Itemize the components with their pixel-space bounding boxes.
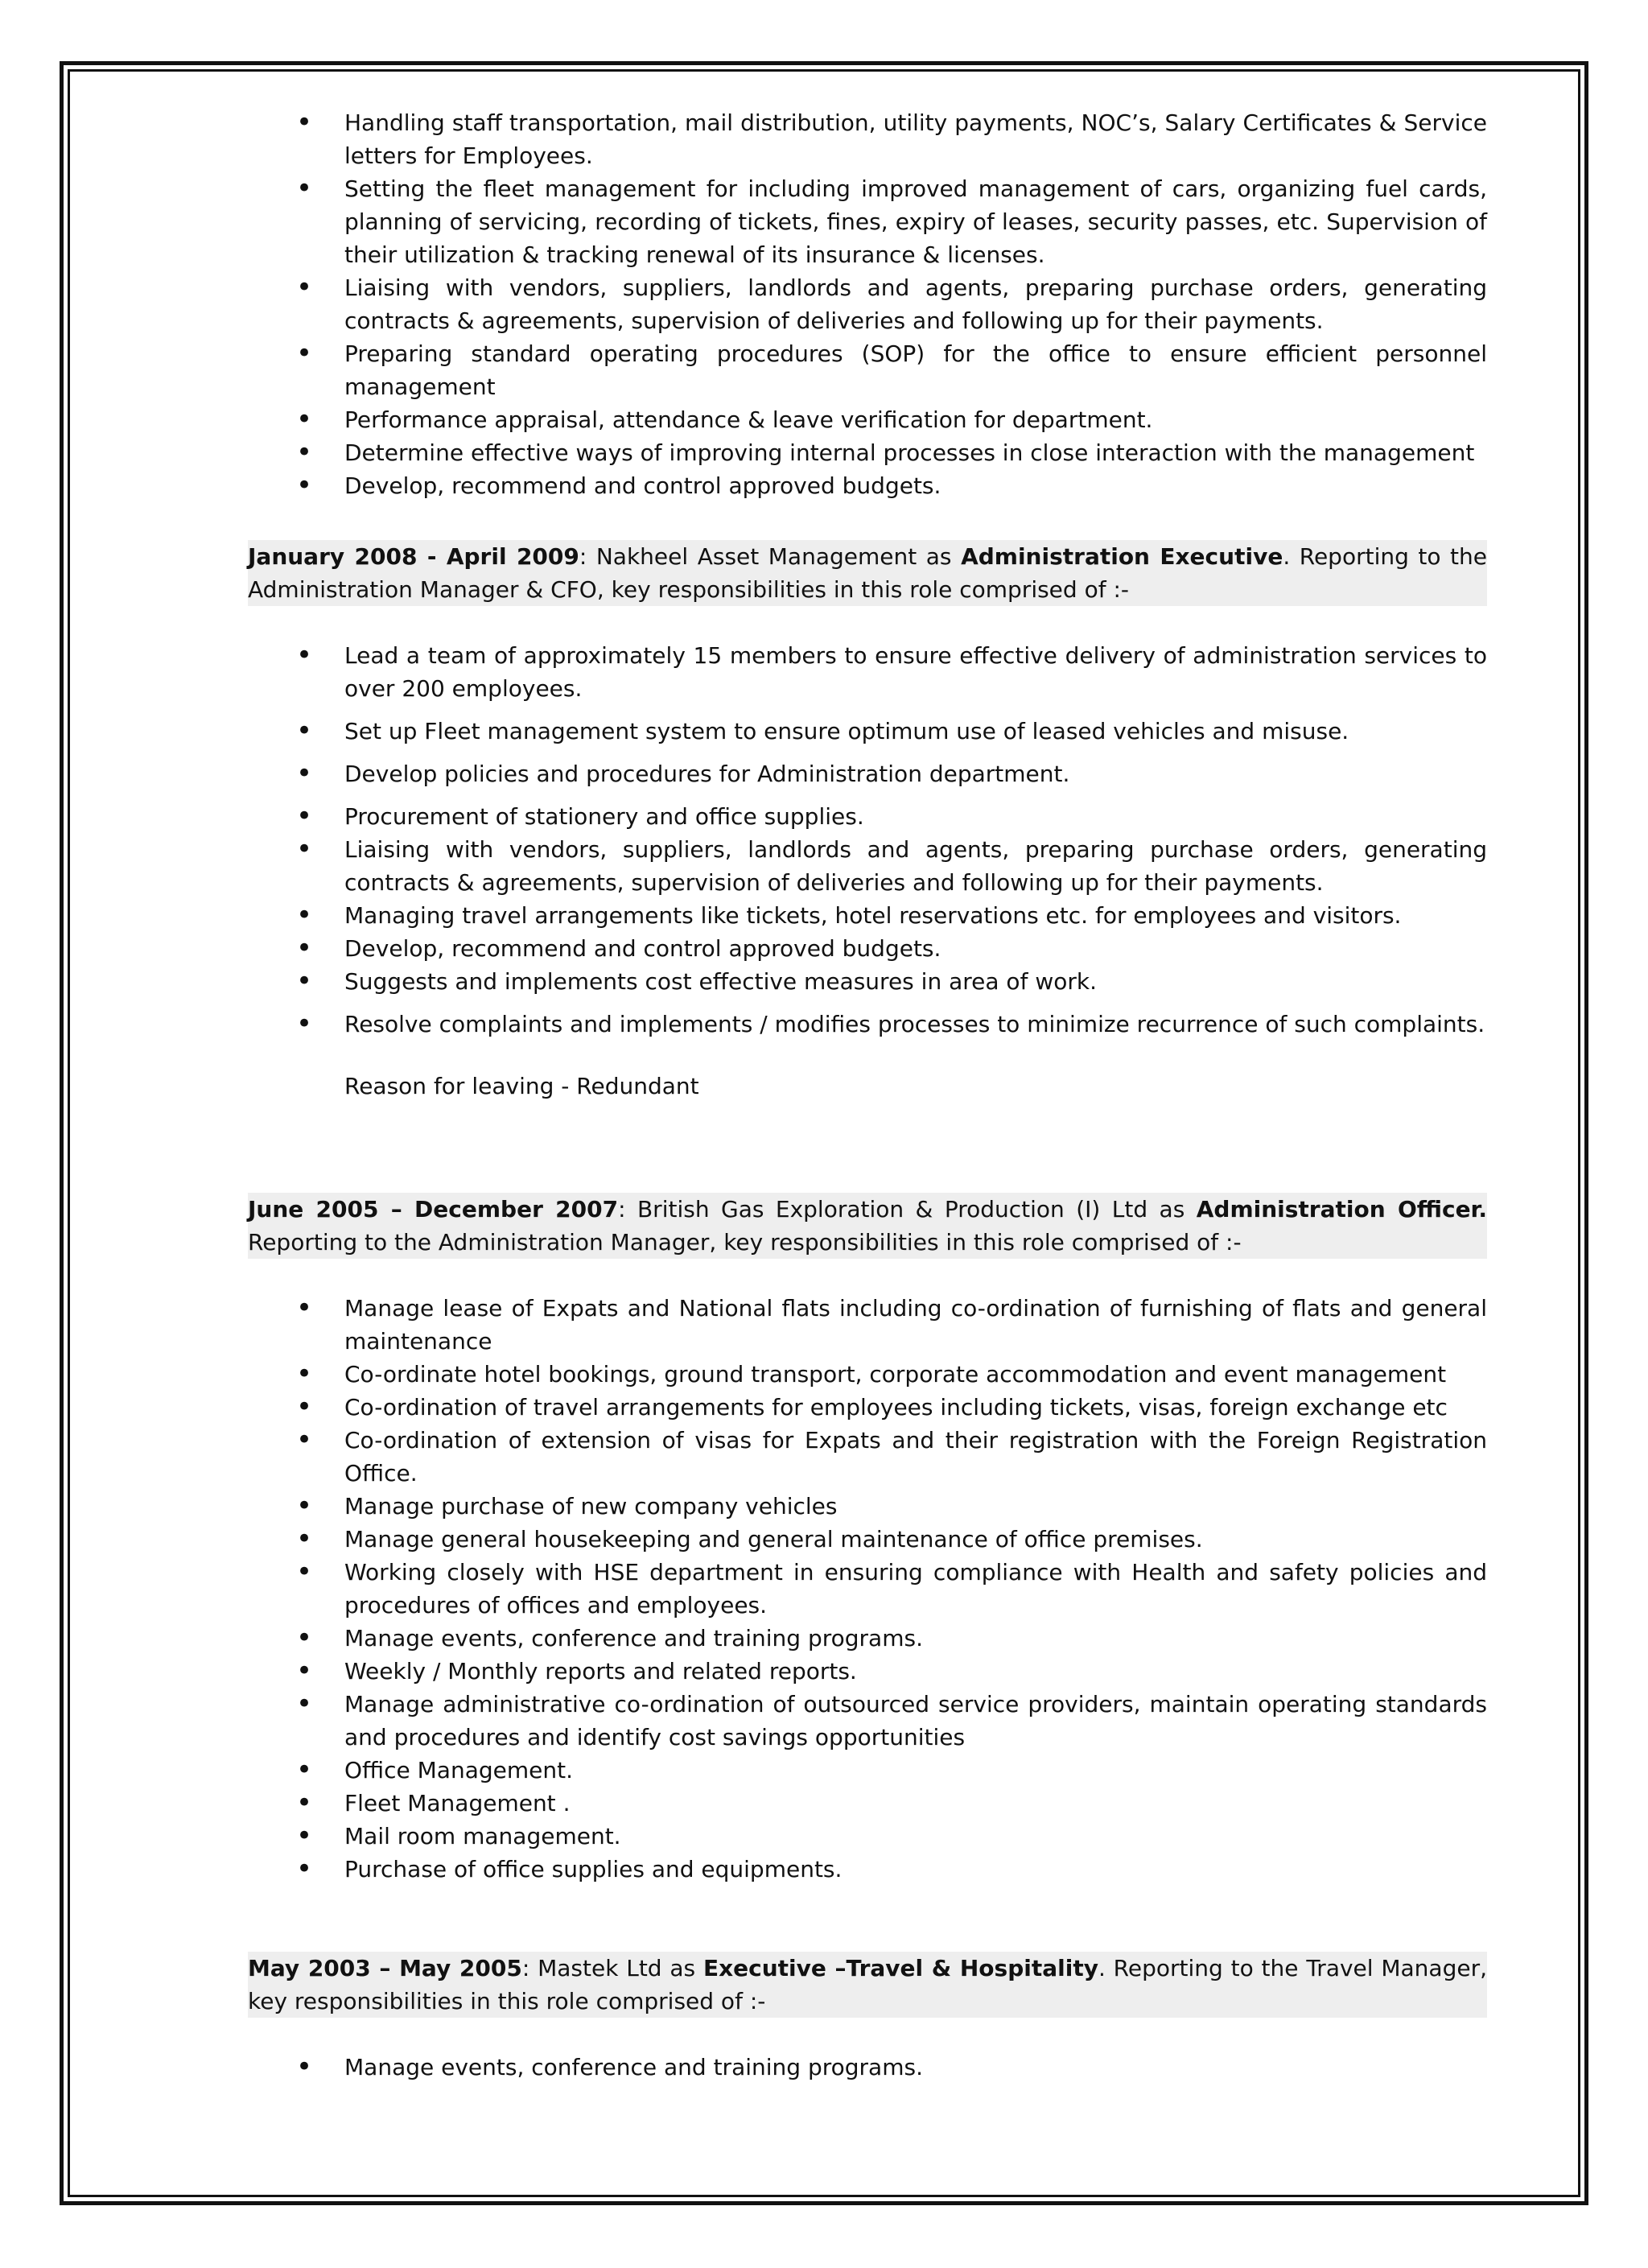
list-item: • Manage general housekeeping and general maintenance of office premises. <box>248 1523 1487 1556</box>
list-item: • Purchase of office supplies and equipments. <box>248 1853 1487 1886</box>
list-item: • Manage events, conference and training programs. <box>248 2051 1487 2084</box>
responsibilities-list <box>248 106 1487 502</box>
list-item: • Develop, recommend and control approved budgets. <box>248 469 1487 502</box>
list-item: • Handling staff transportation, mail distribution, utility payments, NOC’s, Salary Certificates & Service letters for Employees. <box>248 106 1487 172</box>
job-header-british-gas <box>248 1193 1487 1259</box>
list-item: • Managing travel arrangements like tickets, hotel reservations etc. for employees and visitors. <box>248 899 1487 932</box>
job-header-mastek <box>248 1952 1487 2018</box>
list-item: • Weekly / Monthly reports and related reports. <box>248 1655 1487 1688</box>
list-item: • Fleet Management . <box>248 1787 1487 1820</box>
list-item: • Office Management. <box>248 1754 1487 1787</box>
list-item: • Preparing standard operating procedures (SOP) for the office to ensure efficient personnel management <box>248 337 1487 403</box>
list-item: • Co-ordination of travel arrangements for employees including tickets, visas, foreign exchange etc <box>248 1391 1487 1424</box>
list-item: • Suggests and implements cost effective measures in area of work. <box>248 965 1487 998</box>
list-item: • Mail room management. <box>248 1820 1487 1853</box>
job-company: : Nakheel Asset Management as <box>579 543 962 570</box>
reason-for-leaving: Reason for leaving - Redundant <box>344 1073 699 1099</box>
list-item: • Resolve complaints and implements / modifies processes to minimize recurrence of such complaints. <box>248 1008 1487 1041</box>
job-title: Administration Officer. <box>1196 1196 1488 1223</box>
list-item: • Setting the fleet management for including improved management of cars, organizing fuel cards, planning of servicing, recording of tickets, fines, expiry of leases, security passes, etc. Supervision of their utilization & tracking renewal of its insurance & licenses. <box>248 172 1487 271</box>
list-item: • Develop, recommend and control approved budgets. <box>248 932 1487 965</box>
list-item: • Manage administrative co-ordination of outsourced service providers, maintain operating standards and procedures and identify cost savings opportunities <box>248 1688 1487 1754</box>
list-item: • Lead a team of approximately 15 members to ensure effective delivery of administration services to over 200 employees. <box>248 639 1487 705</box>
responsibilities-list <box>248 1292 1487 1886</box>
list-item: • Performance appraisal, attendance & leave verification for department. <box>248 403 1487 436</box>
list-item: • Set up Fleet management system to ensure optimum use of leased vehicles and misuse. <box>248 715 1487 748</box>
list-item: • Liaising with vendors, suppliers, landlords and agents, preparing purchase orders, generating contracts & agreements, supervision of deliveries and following up for their payments. <box>248 271 1487 337</box>
job-dates: June 2005 – December 2007 <box>248 1196 619 1223</box>
job-description: . Reporting to the Travel Manager, key responsibilities in this role comprised of :- <box>248 1955 1488 2014</box>
job-dates: May 2003 – May 2005 <box>248 1955 522 1981</box>
job-description: Reporting to the Administration Manager, key responsibilities in this role comprised of :- <box>248 1229 1242 1256</box>
job-header-nakheel <box>248 540 1487 606</box>
list-item: • Working closely with HSE department in ensuring compliance with Health and safety policies and procedures of offices and employees. <box>248 1556 1487 1622</box>
list-item: • Co-ordinate hotel bookings, ground transport, corporate accommodation and event management <box>248 1358 1487 1391</box>
job-company: : British Gas Exploration & Production (I) Ltd as <box>618 1196 1197 1223</box>
list-item: • Manage purchase of new company vehicles <box>248 1490 1487 1523</box>
list-item: • Liaising with vendors, suppliers, landlords and agents, preparing purchase orders, generating contracts & agreements, supervision of deliveries and following up for their payments. <box>248 833 1487 899</box>
list-item: • Co-ordination of extension of visas for Expats and their registration with the Foreign Registration Office. <box>248 1424 1487 1490</box>
responsibilities-list <box>248 2051 1487 2084</box>
list-item: • Procurement of stationery and office supplies. <box>248 800 1487 833</box>
job-dates: January 2008 - April 2009 <box>248 543 579 570</box>
list-item: • Manage lease of Expats and National flats including co-ordination of furnishing of flats and general maintenance <box>248 1292 1487 1358</box>
resume-content <box>248 106 1487 2084</box>
responsibilities-list <box>248 639 1487 1041</box>
job-title: Executive –Travel & Hospitality <box>702 1955 1098 1981</box>
list-item: • Manage events, conference and training programs. <box>248 1622 1487 1655</box>
job-description: . Reporting to the Administration Manager & CFO, key responsibilities in this role comprised of :- <box>248 543 1488 603</box>
list-item: • Determine effective ways of improving internal processes in close interaction with the management <box>248 436 1487 469</box>
list-item: • Develop policies and procedures for Administration department. <box>248 757 1487 790</box>
job-title: Administration Executive <box>961 543 1283 570</box>
job-company: : Mastek Ltd as <box>521 1955 703 1981</box>
